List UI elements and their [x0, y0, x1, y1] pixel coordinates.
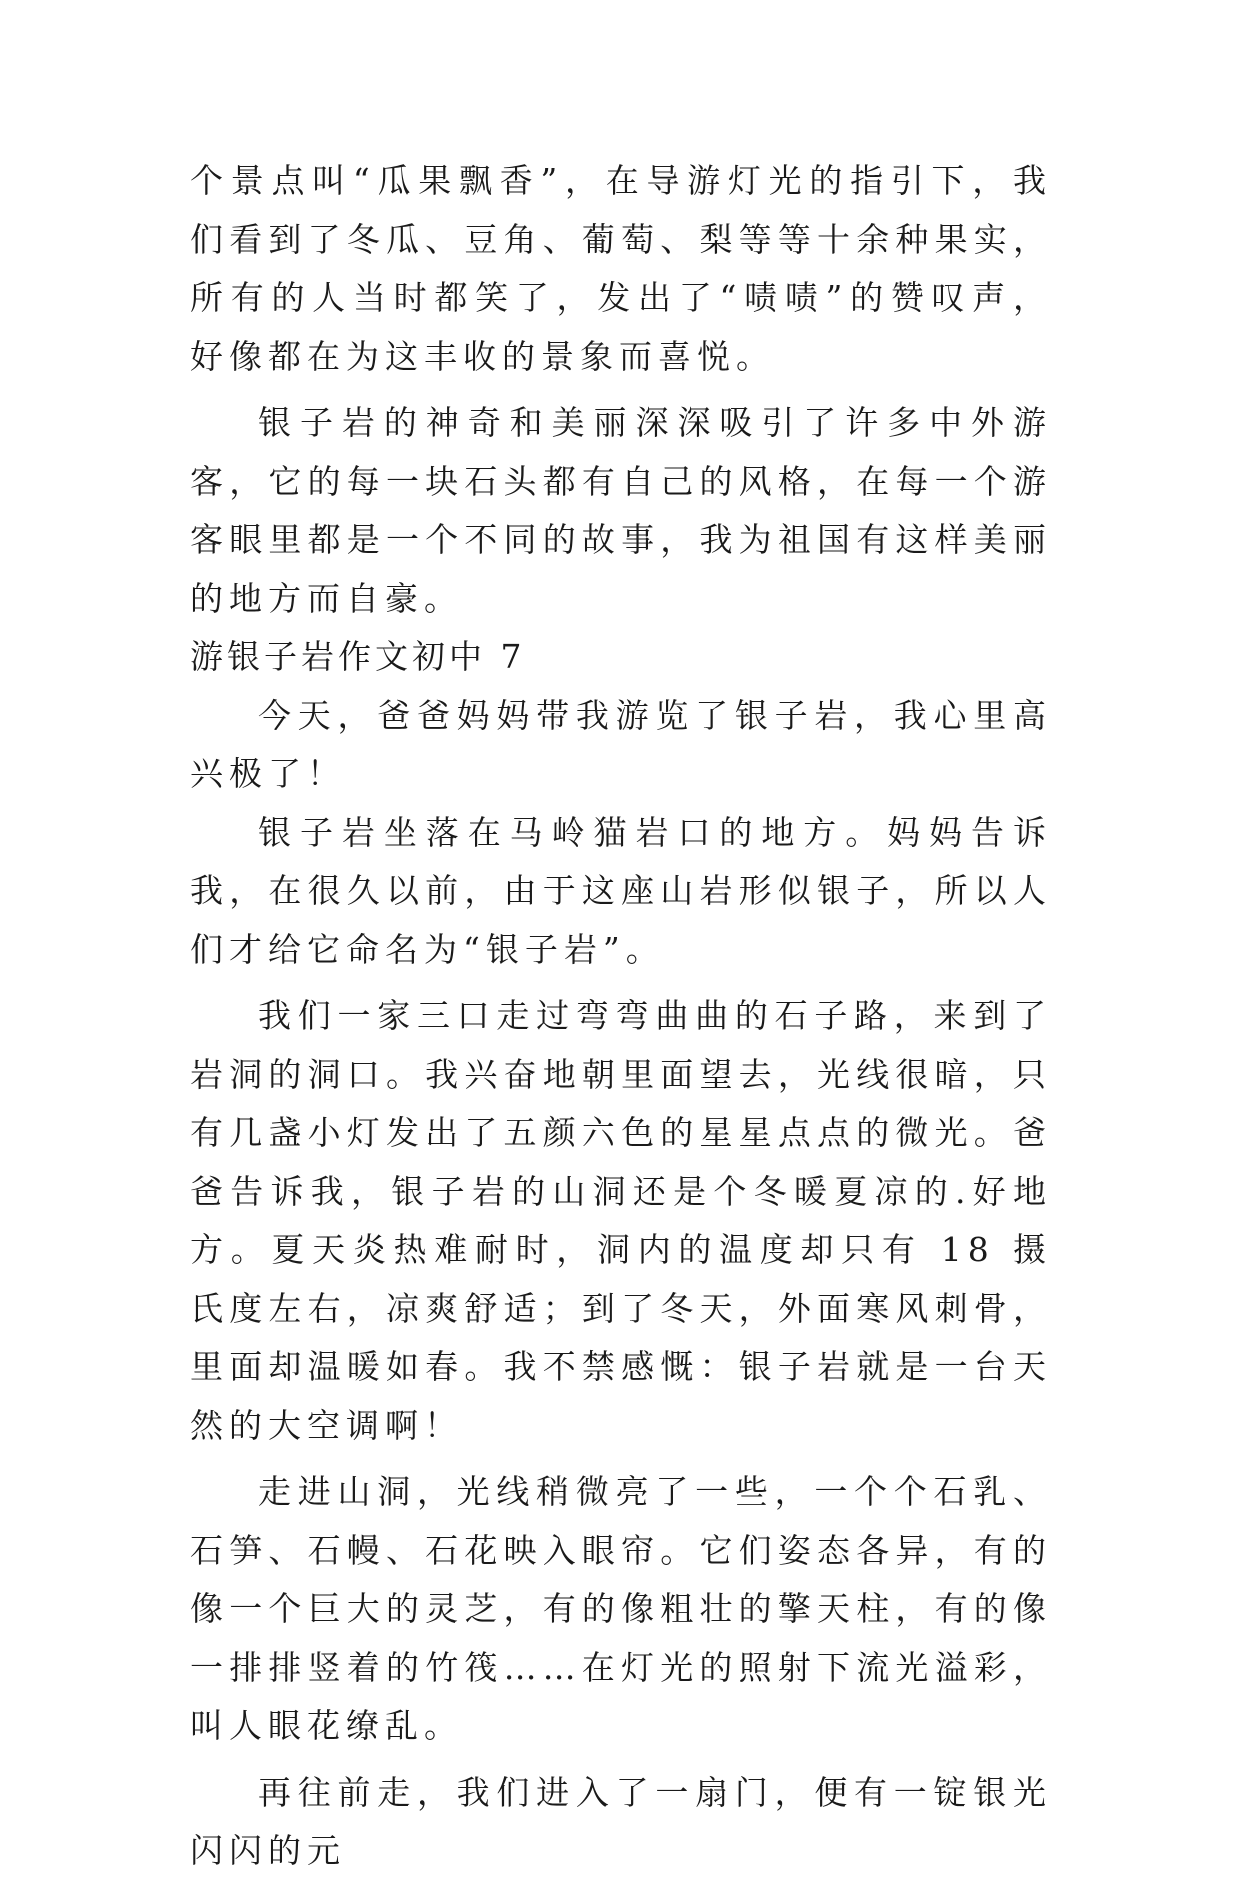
paragraph-yinziyan-beauty: 银子岩的神奇和美丽深深吸引了许多中外游客，它的每一块石头都有自己的风格，在每一个游客眼里都是一个不同的故事，我为祖国有这样美丽的地方而自豪。: [190, 403, 1052, 618]
paragraph-stalactites: 走进山洞，光线稍微亮了一些，一个个石乳、石笋、石幔、石花映入眼帘。它们姿态各异，有的像一个巨大的灵芝，有的像粗壮的擎天柱，有的像一排排竖着的竹筏……在灯光的照射下流光溢彩，叫人眼花缭乱。: [190, 1472, 1052, 1745]
paragraph-location: 银子岩坐落在马岭猫岩口的地方。妈妈告诉我，在很久以前，由于这座山岩形似银子，所以人们才给它命名为“银子岩”。: [190, 812, 1052, 969]
paragraph-today-visit: 今天，爸爸妈妈带我游览了银子岩，我心里高兴极了！: [190, 695, 1052, 793]
paragraph-cave-entrance: 我们一家三口走过弯弯曲曲的石子路，来到了岩洞的洞口。我兴奋地朝里面望去，光线很暗，只有几盏小灯发出了五颜六色的星星点点的微光。爸爸告诉我，银子岩的山洞还是个冬暖夏凉的.好地方。夏天炎热难耐时，洞内的温度却只有 18 摄氏度左右，凉爽舒适；到了冬天，外面寒风刺骨，里面却温暖如春。我不禁感慨：银子岩就是一台天然的大空调啊！: [190, 996, 1052, 1445]
paragraph-melon-fruit-scene: 个景点叫“瓜果飘香”，在导游灯光的指引下，我们看到了冬瓜、豆角、葡萄、梨等等十余种果实，所有的人当时都笑了，发出了“啧啧”的赞叹声，好像都在为这丰收的景象而喜悦。: [190, 161, 1052, 376]
essay-heading: 游银子岩作文初中 7: [190, 637, 526, 676]
paragraph-silver-door: 再往前走，我们进入了一扇门，便有一锭银光闪闪的元: [190, 1772, 1052, 1870]
document-body: [190, 152, 1052, 1881]
